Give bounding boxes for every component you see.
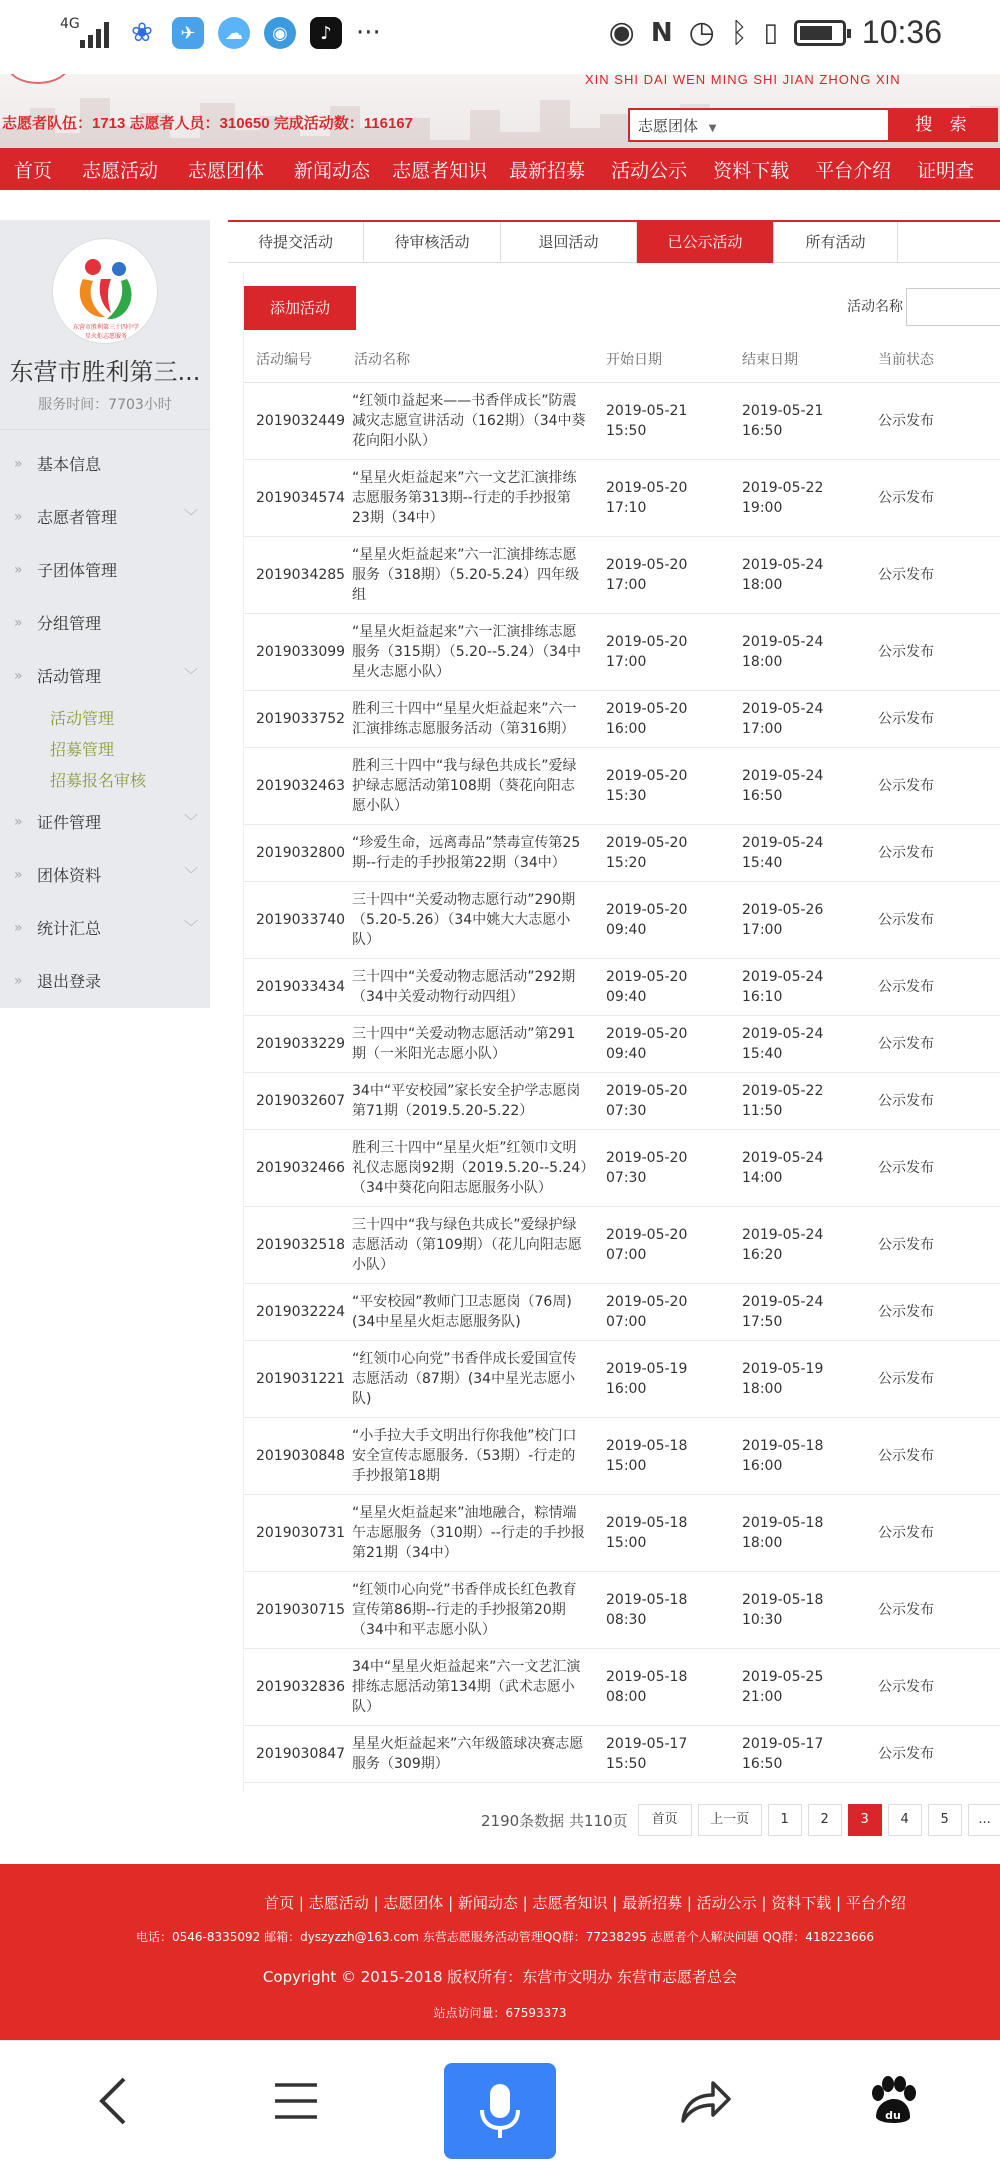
status-cell: 公示发布 — [866, 1072, 1000, 1129]
double-chevron-right-icon: » — [14, 920, 23, 936]
page-prev-button[interactable]: 上一页 — [698, 1804, 762, 1836]
chevron-down-icon: ﹀ — [184, 920, 198, 936]
back-button[interactable] — [84, 2071, 144, 2131]
add-activity-button[interactable]: 添加活动 — [244, 286, 356, 330]
nav-certificate-query[interactable]: 证明查 — [917, 159, 975, 182]
start-date-cell: 2019-05-20 07:30 — [594, 1129, 730, 1206]
back-arrow-icon — [94, 2075, 134, 2127]
activity-name-cell[interactable]: “红领巾心向党”书香伴成长红色教育宣传第86期--行走的手抄报第20期（34中和平志愿小队） — [342, 1571, 594, 1648]
end-date-cell: 2019-05-22 19:00 — [730, 459, 866, 536]
submenu-recruitment-review[interactable]: 招募报名审核 — [50, 771, 147, 790]
start-date-cell: 2019-05-20 09:40 — [594, 1015, 730, 1072]
end-date-cell: 2019-05-24 18:00 — [730, 536, 866, 613]
activity-name-cell[interactable]: “星星火炬益起来”六一汇演排练志愿服务（318期）（5.20-5.24）四年级组 — [342, 536, 594, 613]
menu-activity-management[interactable]: » 活动管理 ﹀ — [0, 650, 210, 703]
svg-text:星火炬志愿服务: 星火炬志愿服务 — [84, 333, 128, 340]
start-date-cell: 2019-05-20 07:00 — [594, 1206, 730, 1283]
org-logo — [52, 238, 158, 344]
end-date-cell: 2019-05-25 21:00 — [730, 1648, 866, 1725]
start-date-cell: 2019-05-18 15:00 — [594, 1417, 730, 1494]
page-button-1[interactable]: 1 — [768, 1804, 802, 1836]
menu-group-documents[interactable]: » 团体资料 ﹀ — [0, 849, 210, 902]
start-date-cell: 2019-05-20 16:00 — [594, 690, 730, 747]
end-date-cell: 2019-05-24 15:40 — [730, 824, 866, 881]
status-cell: 公示发布 — [866, 1206, 1000, 1283]
double-chevron-right-icon: » — [14, 867, 23, 883]
page-button-2[interactable]: 2 — [808, 1804, 842, 1836]
sidebar — [0, 220, 210, 1008]
org-name: 东营市胜利第三... — [9, 358, 201, 386]
activity-id-cell: 2019032518 — [244, 1206, 342, 1283]
end-date-cell: 2019-05-21 16:50 — [730, 382, 866, 459]
start-date-cell: 2019-05-20 17:00 — [594, 613, 730, 690]
activity-id-cell: 2019033740 — [244, 881, 342, 958]
activity-name-cell[interactable]: 胜利三十四中“我与绿色共成长”爱绿护绿志愿活动第108期（葵花向阳志愿小队） — [342, 747, 594, 824]
tab-published[interactable]: 已公示活动 — [637, 222, 774, 263]
nav-news[interactable]: 新闻动态 — [294, 159, 371, 182]
cloud-app-icon: ☁ — [218, 17, 250, 49]
activity-id-cell: 2019033752 — [244, 690, 342, 747]
end-date-cell: 2019-05-18 16:00 — [730, 1417, 866, 1494]
double-chevron-right-icon: » — [14, 668, 23, 684]
end-date-cell: 2019-05-24 16:10 — [730, 958, 866, 1015]
footer-visit-count: 站点访问量：67593373 — [433, 2006, 567, 2020]
table-row[interactable] — [244, 1072, 1000, 1129]
nav-volunteer-activities[interactable]: 志愿活动 — [82, 159, 159, 182]
menu-certificate-management[interactable]: » 证件管理 ﹀ — [0, 796, 210, 849]
table-row[interactable] — [244, 1725, 1000, 1782]
table-row[interactable] — [244, 1417, 1000, 1494]
tab-all-activities[interactable]: 所有活动 — [774, 222, 898, 263]
signal-icon: 4G — [60, 16, 112, 50]
start-date-cell: 2019-05-20 07:00 — [594, 1283, 730, 1340]
end-date-cell: 2019-05-24 18:00 — [730, 613, 866, 690]
status-cell: 公示发布 — [866, 382, 1000, 459]
status-cell: 公示发布 — [866, 613, 1000, 690]
activity-name-cell[interactable]: 34中“星星火炬益起来”六一文艺汇演排练志愿活动第134期（武术志愿小队） — [342, 1648, 594, 1725]
tiktok-icon: ♪ — [310, 17, 342, 49]
microphone-icon — [478, 2082, 522, 2140]
end-date-cell: 2019-05-18 18:00 — [730, 1494, 866, 1571]
table-row[interactable] — [244, 1648, 1000, 1725]
activity-name-cell[interactable]: “小手拉大手文明出行你我他”校门口安全宣传志愿服务.（53期）-行走的手抄报第18期 — [342, 1417, 594, 1494]
table-row[interactable] — [244, 690, 1000, 747]
activity-id-cell: 2019032463 — [244, 747, 342, 824]
browser-bottom-bar — [0, 2040, 1000, 2167]
status-cell: 公示发布 — [866, 1129, 1000, 1206]
globe-app-icon: ◉ — [264, 17, 296, 49]
activity-table — [244, 336, 1000, 1783]
activity-id-cell: 2019030848 — [244, 1417, 342, 1494]
page-first-button[interactable]: 首页 — [638, 1804, 692, 1836]
activity-tabs — [228, 220, 1000, 263]
menu-subgroup-management[interactable]: » 子团体管理 — [0, 544, 210, 597]
status-cell: 公示发布 — [866, 1494, 1000, 1571]
activity-name-cell[interactable]: 胜利三十四中“星星火炬益起来”六一汇演排练志愿服务活动（第316期） — [342, 690, 594, 747]
search-category-select[interactable]: 志愿团体 ▼ — [628, 108, 890, 142]
dropdown-arrow-icon: ▼ — [708, 123, 717, 134]
status-cell: 公示发布 — [866, 1340, 1000, 1417]
start-date-cell: 2019-05-20 15:30 — [594, 747, 730, 824]
activity-id-cell: 2019033434 — [244, 958, 342, 1015]
search-button[interactable]: 搜 索 — [890, 108, 998, 142]
main-nav — [0, 148, 1000, 190]
footer-links[interactable]: 首页 | 志愿活动 | 志愿团体 | 新闻动态 | 志愿者知识 | 最新招募 | 活动公示 | 资料下载 | 平台介绍 — [264, 1894, 906, 1912]
more-notifications-icon: ··· — [356, 18, 381, 48]
table-row[interactable] — [244, 747, 1000, 824]
menu-statistics[interactable]: » 统计汇总 ﹀ — [0, 902, 210, 955]
activity-name-cell[interactable]: 三十四中“我与绿色共成长”爱绿护绿志愿活动（第109期）（花儿向阳志愿小队） — [342, 1206, 594, 1283]
activity-submenu — [0, 703, 210, 796]
voice-search-button[interactable] — [444, 2063, 556, 2159]
status-cell: 公示发布 — [866, 1283, 1000, 1340]
end-date-cell: 2019-05-24 17:50 — [730, 1283, 866, 1340]
col-header-name: 活动名称 — [342, 336, 594, 382]
start-date-cell: 2019-05-18 15:00 — [594, 1494, 730, 1571]
status-cell: 公示发布 — [866, 690, 1000, 747]
status-cell: 公示发布 — [866, 881, 1000, 958]
activity-name-cell[interactable]: “红领巾益起来——书香伴成长”防震减灾志愿宣讲活动（162期）（34中葵花向阳小队） — [342, 382, 594, 459]
activity-id-cell: 2019031221 — [244, 1340, 342, 1417]
activity-name-cell[interactable]: “红领巾心向党”书香伴成长爱国宣传志愿活动（87期）(34中星光志愿小队) — [342, 1340, 594, 1417]
search-box — [628, 108, 998, 142]
submenu-activity-management[interactable]: 活动管理 — [50, 709, 115, 728]
menu-group-management[interactable]: » 分组管理 — [0, 597, 210, 650]
chevron-down-icon: ﹀ — [184, 509, 198, 525]
end-date-cell: 2019-05-17 16:50 — [730, 1725, 866, 1782]
end-date-cell: 2019-05-18 10:30 — [730, 1571, 866, 1648]
table-row[interactable] — [244, 382, 1000, 459]
status-cell: 公示发布 — [866, 459, 1000, 536]
activity-id-cell: 2019034285 — [244, 536, 342, 613]
activity-name-cell[interactable]: 34中“平安校园”家长安全护学志愿岗第71期（2019.5.20-5.22） — [342, 1072, 594, 1129]
activity-name-cell[interactable]: 三十四中“关爱动物志愿行动”290期（5.20-5.26）（34中姚大大志愿小队） — [342, 881, 594, 958]
pagination — [481, 1804, 1000, 1836]
site-footer — [0, 1864, 1000, 2040]
activity-name-cell[interactable]: “平安校园”教师门卫志愿岗（76周)(34中星星火炬志愿服务队) — [342, 1283, 594, 1340]
svg-text:du: du — [885, 2109, 901, 2122]
status-cell: 公示发布 — [866, 1571, 1000, 1648]
nfc-icon: N — [650, 17, 673, 48]
status-cell: 公示发布 — [866, 747, 1000, 824]
start-date-cell: 2019-05-17 15:50 — [594, 1725, 730, 1782]
activity-id-cell: 2019032836 — [244, 1648, 342, 1725]
eye-icon: ◉ — [608, 15, 635, 50]
pagination-summary: 2190条数据 共110页 — [481, 1811, 628, 1830]
nav-volunteer-groups[interactable]: 志愿团体 — [188, 159, 265, 182]
double-chevron-right-icon: » — [14, 814, 23, 830]
menu-logout[interactable]: » 退出登录 — [0, 955, 210, 1008]
site-logo — [6, 74, 70, 84]
page-button-4[interactable]: 4 — [888, 1804, 922, 1836]
double-chevron-right-icon: » — [14, 562, 23, 578]
hamburger-menu-icon — [273, 2081, 319, 2121]
chevron-down-icon: ﹀ — [184, 867, 198, 883]
start-date-cell: 2019-05-20 15:20 — [594, 824, 730, 881]
baidu-paw-icon — [866, 2075, 918, 2127]
double-chevron-right-icon: » — [14, 973, 23, 989]
alarm-icon: ◷ — [688, 15, 715, 50]
activity-name-label: 活动名称 — [847, 299, 903, 315]
chevron-down-icon: ﹀ — [184, 668, 198, 684]
footer-copyright: Copyright © 2015-2018 版权所有：东营市文明办 东营市志愿者总会 — [262, 1968, 738, 1986]
menu-button[interactable] — [266, 2071, 326, 2131]
table-row[interactable] — [244, 459, 1000, 536]
status-cell: 公示发布 — [866, 1015, 1000, 1072]
status-cell: 公示发布 — [866, 958, 1000, 1015]
status-bar — [0, 0, 1000, 74]
activity-name-cell[interactable]: “星星火炬益起来”油地融合，粽情端午志愿服务（310期）--行走的手抄报第21期（34中） — [342, 1494, 594, 1571]
activity-name-cell[interactable]: “星星火炬益起来”六一文艺汇演排练志愿服务第313期--行走的手抄报第23期（34中） — [342, 459, 594, 536]
col-header-id: 活动编号 — [244, 336, 342, 382]
footer-contact: 电话：0546-8335092 邮箱：dyszyzzh@163.com 东营志愿服务活动管理QQ群：77238295 志愿者个人解决问题 QQ群：418223666 — [135, 1930, 875, 1944]
menu-volunteer-management[interactable]: » 志愿者管理 ﹀ — [0, 491, 210, 544]
share-arrow-icon — [679, 2077, 733, 2125]
start-date-cell: 2019-05-20 09:40 — [594, 881, 730, 958]
start-date-cell: 2019-05-21 15:50 — [594, 382, 730, 459]
activity-name-cell[interactable]: “星星火炬益起来”六一汇演排练志愿服务（315期）（5.20--5.24）（34中星火志愿小队） — [342, 613, 594, 690]
end-date-cell: 2019-05-19 18:00 — [730, 1340, 866, 1417]
send-app-icon: ✈ — [172, 17, 204, 49]
table-row[interactable] — [244, 824, 1000, 881]
page-ellipsis[interactable]: ... — [968, 1804, 1000, 1836]
activity-id-cell: 2019030715 — [244, 1571, 342, 1648]
activity-id-cell: 2019034574 — [244, 459, 342, 536]
status-cell: 公示发布 — [866, 824, 1000, 881]
activity-id-cell: 2019030847 — [244, 1725, 342, 1782]
activity-name-cell[interactable]: 三十四中“关爱动物志愿活动”第291期（一米阳光志愿小队） — [342, 1015, 594, 1072]
tab-pending-submit[interactable]: 待提交活动 — [228, 222, 364, 263]
table-row[interactable] — [244, 958, 1000, 1015]
end-date-cell: 2019-05-24 16:50 — [730, 747, 866, 824]
activity-name-input[interactable] — [906, 288, 1000, 326]
end-date-cell: 2019-05-26 17:00 — [730, 881, 866, 958]
battery-icon — [794, 20, 846, 46]
activity-panel — [243, 272, 1000, 1792]
table-row[interactable] — [244, 1494, 1000, 1571]
table-row[interactable] — [244, 536, 1000, 613]
clock: 10:36 — [861, 14, 942, 50]
start-date-cell: 2019-05-18 08:30 — [594, 1571, 730, 1648]
table-row[interactable] — [244, 881, 1000, 958]
table-header-row — [244, 336, 1000, 382]
table-row[interactable] — [244, 1206, 1000, 1283]
nav-home[interactable]: 首页 — [14, 159, 53, 182]
start-date-cell: 2019-05-20 07:30 — [594, 1072, 730, 1129]
activity-id-cell: 2019032607 — [244, 1072, 342, 1129]
activity-id-cell: 2019033229 — [244, 1015, 342, 1072]
page-button-3[interactable]: 3 — [848, 1804, 882, 1836]
svg-text:东营市胜利第三十四中学: 东营市胜利第三十四中学 — [72, 324, 140, 331]
table-row[interactable] — [244, 1340, 1000, 1417]
submenu-recruitment-management[interactable]: 招募管理 — [50, 740, 115, 759]
activity-id-cell: 2019032800 — [244, 824, 342, 881]
status-cell: 公示发布 — [866, 1417, 1000, 1494]
nav-platform-intro[interactable]: 平台介绍 — [815, 159, 892, 182]
start-date-cell: 2019-05-20 17:10 — [594, 459, 730, 536]
menu-basic-info[interactable]: » 基本信息 — [0, 438, 210, 491]
end-date-cell: 2019-05-24 14:00 — [730, 1129, 866, 1206]
activity-name-cell[interactable]: 星星火炬益起来”六年级篮球决赛志愿服务（309期） — [342, 1725, 594, 1782]
baidu-paw-icon: ❀ — [126, 17, 158, 49]
nav-volunteer-knowledge[interactable]: 志愿者知识 — [392, 159, 488, 182]
nav-downloads[interactable]: 资料下载 — [713, 159, 790, 182]
activity-id-cell: 2019032224 — [244, 1283, 342, 1340]
activity-id-cell: 2019030731 — [244, 1494, 342, 1571]
table-row[interactable] — [244, 1129, 1000, 1206]
tab-returned[interactable]: 退回活动 — [501, 222, 637, 263]
end-date-cell: 2019-05-22 11:50 — [730, 1072, 866, 1129]
share-button[interactable] — [676, 2071, 736, 2131]
double-chevron-right-icon: » — [14, 509, 23, 525]
org-profile — [0, 220, 210, 430]
activity-name-cell[interactable]: “珍爱生命，远离毒品”禁毒宣传第25期--行走的手抄报第22期（34中） — [342, 824, 594, 881]
start-date-cell: 2019-05-19 16:00 — [594, 1340, 730, 1417]
nav-recruitment[interactable]: 最新招募 — [509, 159, 586, 182]
activity-id-cell: 2019032466 — [244, 1129, 342, 1206]
start-date-cell: 2019-05-20 09:40 — [594, 958, 730, 1015]
col-header-end: 结束日期 — [730, 336, 866, 382]
start-date-cell: 2019-05-18 08:00 — [594, 1648, 730, 1725]
chevron-down-icon: ﹀ — [184, 814, 198, 830]
table-row[interactable] — [244, 1283, 1000, 1340]
end-date-cell: 2019-05-24 15:40 — [730, 1015, 866, 1072]
start-date-cell: 2019-05-20 17:00 — [594, 536, 730, 613]
activity-id-cell: 2019033099 — [244, 613, 342, 690]
status-cell: 公示发布 — [866, 536, 1000, 613]
double-chevron-right-icon: » — [14, 615, 23, 631]
col-header-status: 当前状态 — [866, 336, 1000, 382]
bluetooth-icon: ᛒ — [730, 16, 748, 49]
double-chevron-right-icon: » — [14, 456, 23, 472]
vibrate-icon: ▯ — [763, 17, 778, 48]
table-row[interactable] — [244, 1571, 1000, 1648]
table-row[interactable] — [244, 613, 1000, 690]
page-button-5[interactable]: 5 — [928, 1804, 962, 1836]
nav-activity-publicity[interactable]: 活动公示 — [611, 159, 688, 182]
end-date-cell: 2019-05-24 17:00 — [730, 690, 866, 747]
status-cell: 公示发布 — [866, 1648, 1000, 1725]
end-date-cell: 2019-05-24 16:20 — [730, 1206, 866, 1283]
site-stats: 志愿者队伍：1713 志愿者人员：310650 完成活动数：116167 — [2, 115, 413, 132]
activity-id-cell: 2019032449 — [244, 382, 342, 459]
table-row[interactable] — [244, 1015, 1000, 1072]
service-time: 服务时间：7703小时 — [38, 397, 172, 413]
activity-name-cell[interactable]: 胜利三十四中“星星火炬”红领巾文明礼仪志愿岗92期（2019.5.20--5.24）（34中葵花向阳志愿服务小队） — [342, 1129, 594, 1206]
col-header-start: 开始日期 — [594, 336, 730, 382]
tab-pending-review[interactable]: 待审核活动 — [364, 222, 501, 263]
activity-name-cell[interactable]: 三十四中“关爱动物志愿活动”292期（34中关爱动物行动四组） — [342, 958, 594, 1015]
status-cell: 公示发布 — [866, 1725, 1000, 1782]
site-slogan-pinyin: XIN SHI DAI WEN MING SHI JIAN ZHONG XIN — [585, 74, 901, 87]
baidu-home-button[interactable] — [862, 2071, 922, 2131]
